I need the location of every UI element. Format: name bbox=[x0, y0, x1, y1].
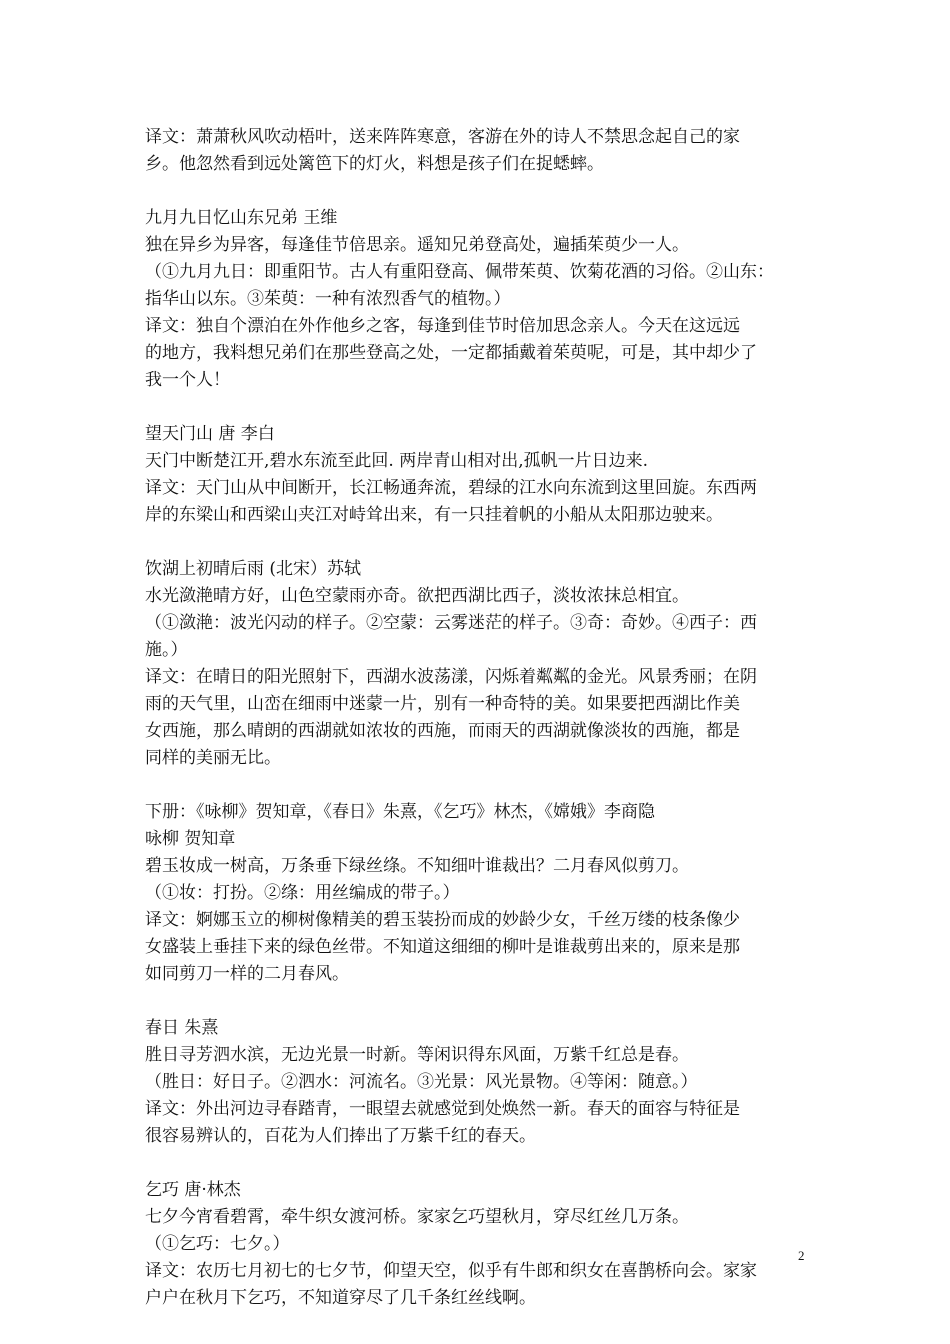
text-line: 指华山以东。③茱萸：一种有浓烈香气的植物。） bbox=[145, 289, 511, 309]
text-line: （①乞巧：七夕。） bbox=[145, 1234, 290, 1254]
text-line: 饮湖上初晴后雨 (北宋）苏轼 bbox=[145, 559, 362, 579]
blank-line bbox=[145, 1150, 815, 1177]
text-line: 咏柳 贺知章 bbox=[145, 829, 236, 849]
text-line: （胜日：好日子。②泗水：河流名。③光景：风光景物。④等闲：随意。） bbox=[145, 1072, 698, 1092]
text-line: 独在异乡为异客，每逢佳节倍思亲。遥知兄弟登高处，遍插茱萸少一人。 bbox=[145, 235, 689, 255]
blank-line bbox=[145, 178, 815, 205]
document-body bbox=[145, 124, 815, 1312]
text-line: 译文：外出河边寻春踏青，一眼望去就感觉到处焕然一新。春天的面容与特征是 bbox=[145, 1099, 740, 1119]
text-line: 很容易辨认的，百花为人们捧出了万紫千红的春天。 bbox=[145, 1126, 536, 1146]
blank-line bbox=[145, 529, 815, 556]
text-line: 译文：农历七月初七的七夕节，仰望天空，似乎有牛郎和织女在喜鹊桥向会。家家 bbox=[145, 1261, 757, 1281]
text-line: 女盛装上垂挂下来的绿色丝带。不知道这细细的柳叶是谁裁剪出来的，原来是那 bbox=[145, 937, 740, 957]
blank-line bbox=[145, 988, 815, 1015]
text-line: 译文：萧萧秋风吹动梧叶，送来阵阵寒意，客游在外的诗人不禁思念起自己的家 bbox=[145, 127, 740, 147]
text-line: 施。） bbox=[145, 640, 188, 660]
text-line: 胜日寻芳泗水滨，无边光景一时新。等闲识得东风面，万紫千红总是春。 bbox=[145, 1045, 689, 1065]
text-line: 我一个人！ bbox=[145, 370, 230, 390]
text-line: 的地方，我料想兄弟们在那些登高之处，一定都插戴着茱萸呢，可是，其中却少了 bbox=[145, 343, 757, 363]
text-line: 译文：婀娜玉立的柳树像精美的碧玉装扮而成的妙龄少女，千丝万缕的枝条像少 bbox=[145, 910, 740, 930]
page-number: 2 bbox=[798, 1248, 805, 1263]
text-line: 天门中断楚江开,碧水东流至此回. 两岸青山相对出,孤帆一片日边来. bbox=[145, 451, 649, 471]
text-line: 春日 朱熹 bbox=[145, 1018, 219, 1038]
text-line: 碧玉妆成一树高，万条垂下绿丝绦。不知细叶谁裁出？二月春风似剪刀。 bbox=[145, 856, 689, 876]
text-line: 望天门山 唐 李白 bbox=[145, 424, 275, 444]
text-line: （①九月九日：即重阳节。古人有重阳登高、佩带茱萸、饮菊花酒的习俗。②山东： bbox=[145, 262, 774, 282]
text-line: 同样的美丽无比。 bbox=[145, 748, 281, 768]
text-line: 乞巧 唐·林杰 bbox=[145, 1180, 241, 1200]
text-line: 下册：《咏柳》贺知章，《春日》朱熹，《乞巧》林杰，《嫦娥》李商隐 bbox=[145, 802, 655, 822]
text-line: 女西施，那么晴朗的西湖就如浓妆的西施，而雨天的西湖就像淡妆的西施，都是 bbox=[145, 721, 740, 741]
text-line: 雨的天气里，山峦在细雨中迷蒙一片，别有一种奇特的美。如果要把西湖比作美 bbox=[145, 694, 740, 714]
text-line: 户户在秋月下乞巧，不知道穿尽了几千条红丝线啊。 bbox=[145, 1288, 536, 1308]
text-line: 译文：独自个漂泊在外作他乡之客，每逢到佳节时倍加思念亲人。今天在这远远 bbox=[145, 316, 740, 336]
text-line: 译文：天门山从中间断开，长江畅通奔流，碧绿的江水向东流到这里回旋。东西两 bbox=[145, 478, 757, 498]
text-line: 如同剪刀一样的二月春风。 bbox=[145, 964, 349, 984]
text-line: 九月九日忆山东兄弟 王维 bbox=[145, 208, 338, 228]
blank-line bbox=[145, 394, 815, 421]
text-line: 译文：在晴日的阳光照射下，西湖水波荡漾，闪烁着粼粼的金光。风景秀丽；在阴 bbox=[145, 667, 757, 687]
text-line: 水光潋滟晴方好，山色空蒙雨亦奇。欲把西湖比西子，淡妆浓抹总相宜。 bbox=[145, 586, 689, 606]
text-line: 七夕今宵看碧霄，牵牛织女渡河桥。家家乞巧望秋月，穿尽红丝几万条。 bbox=[145, 1207, 689, 1227]
text-line: （①妆：打扮。②绦：用丝编成的带子。） bbox=[145, 883, 460, 903]
text-line: （①潋滟：波光闪动的样子。②空蒙：云雾迷茫的样子。③奇：奇妙。④西子：西 bbox=[145, 613, 757, 633]
text-line: 岸的东梁山和西梁山夹江对峙耸出来，有一只挂着帆的小船从太阳那边驶来。 bbox=[145, 505, 723, 525]
blank-line bbox=[145, 772, 815, 799]
text-line: 乡。他忽然看到远处篱笆下的灯火，料想是孩子们在捉蟋蟀。 bbox=[145, 154, 604, 174]
